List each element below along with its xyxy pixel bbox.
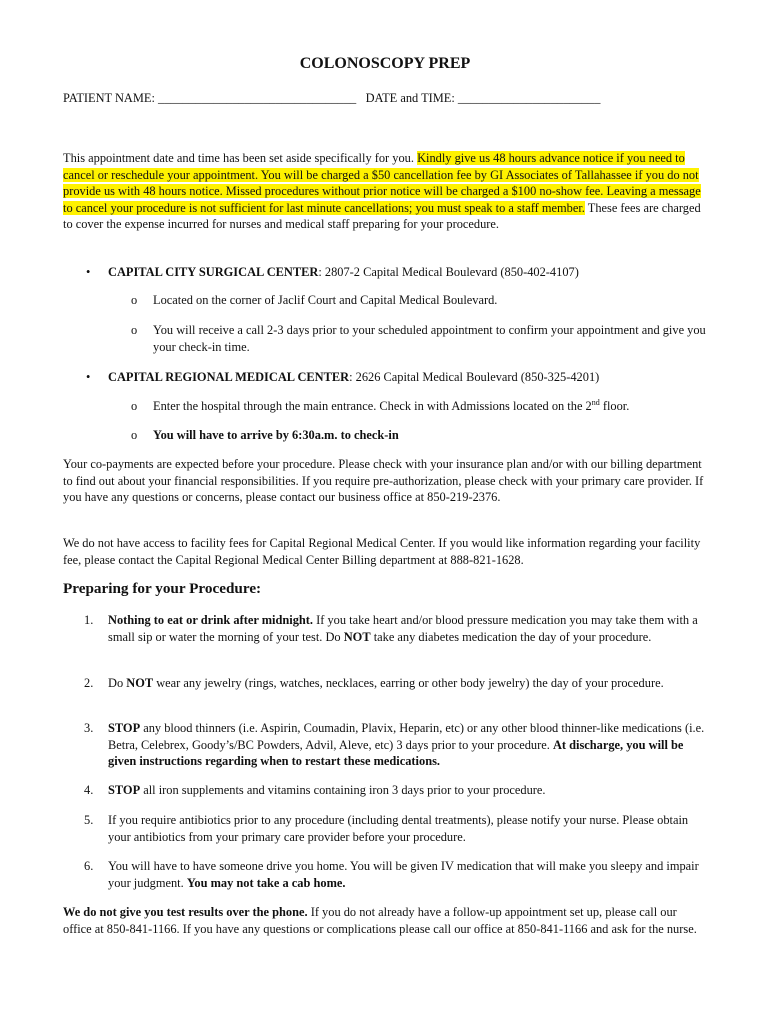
patient-fields (63, 90, 600, 107)
list-item (84, 612, 706, 645)
bullet-icon: • (86, 265, 91, 279)
sub-item-text-end: floor. (599, 399, 630, 413)
page-title: COLONOSCOPY PREP (299, 55, 471, 72)
step-text: If you take heart and/or blood pressure medication you may take them with a small sip or water the morning of your test. Do (108, 613, 698, 644)
intro-text: This appointment date and time has been set aside specifically for you. (63, 151, 418, 165)
intro-paragraph (63, 150, 711, 233)
step-text: You will have to have someone drive you home. You will be given IV medication that will make you sleepy and impair your judgment. (108, 859, 699, 890)
cancellation-policy-highlight: Kindly give us 48 hours advance notice if you need to cancel or reschedule your appointment. You will be charged a $50 cancellation fee by GI Associates of Tallahassee if you do not provide us with 48 hours notice. Missed procedures without prior notice will be charged a $100 no-show fee. Leaving a message to cancel your procedure is not sufficient for last minute cancellations; you must speak to a staff member. (63, 151, 701, 215)
step-text: Do (108, 676, 127, 690)
step-bold: NOT (126, 676, 154, 690)
sub-item-text: Enter the hospital through the main entrance. Check in with Admissions located on the 2 (153, 399, 592, 413)
sub-item (131, 397, 713, 415)
list-number: 5. (84, 813, 94, 827)
section-heading: Preparing for your Procedure: (63, 580, 262, 597)
list-number: 1. (84, 613, 94, 627)
intro-text-end: These fees are charged to cover the expense incurred for nurses and medical staff preparing for your procedure. (63, 200, 701, 232)
circle-bullet-icon: o (131, 293, 138, 307)
closing-paragraph (63, 904, 703, 937)
sub-item-text: You will receive a call 2-3 days prior to your scheduled appointment to confirm your appointment and give you your check-in time. (153, 323, 706, 354)
list-number: 4. (84, 783, 94, 797)
circle-bullet-icon: o (131, 323, 138, 337)
step-text: any blood thinners (i.e. Aspirin, Coumadin, Plavix, Heparin, etc) or any other blood thinner-like medications (i.e. Betra, Celebrex, Goody’s/BC Powders, Advil, Aleve, etc) 3 days prior to your procedure. (108, 721, 705, 752)
step-text: all iron supplements and vitamins containing iron 3 days prior to your procedure. (140, 783, 546, 797)
step-bold: STOP (108, 783, 141, 797)
location-capital-regional (86, 369, 718, 386)
location-name: CAPITAL CITY SURGICAL CENTER (108, 265, 319, 279)
list-item (84, 812, 706, 845)
ordinal-suffix: nd (591, 397, 600, 407)
list-item (84, 720, 706, 770)
step-text-2: wear any jewelry (rings, watches, necklaces, earring or other body jewelry) the day of your procedure. (153, 676, 664, 690)
step-bold-2: At discharge, you will be given instructions regarding when to restart these medications. (108, 737, 684, 769)
sub-item (131, 427, 713, 444)
list-number: 2. (84, 676, 94, 690)
location-capital-city (86, 264, 718, 281)
bullet-icon: • (86, 370, 91, 384)
patient-name-field: PATIENT NAME: ________________________________ (63, 91, 357, 105)
location-name: CAPITAL REGIONAL MEDICAL CENTER (108, 370, 350, 384)
sub-item (131, 292, 713, 309)
location-detail: : 2807-2 Capital Medical Boulevard (850-402-4107) (318, 265, 579, 279)
step-bold: STOP (108, 721, 141, 735)
copay-paragraph: Your co-payments are expected before your procedure. Please check with your insurance plan and/or with our billing department to find out about your financial responsibilities. If you require pre-authorization, please check with your primary care provider. If you have any questions or concerns, please contact our business office at 850-219-2376. (63, 457, 704, 505)
step-bold-2: NOT (343, 629, 371, 644)
step-bold: Nothing to eat or drink after midnight. (108, 613, 314, 627)
list-item (84, 782, 706, 799)
sub-item (131, 322, 713, 355)
list-item (84, 675, 706, 692)
circle-bullet-icon: o (131, 399, 138, 413)
facility-fee-paragraph: We do not have access to facility fees for Capital Regional Medical Center. If you would like information regarding your facility fee, please contact the Capital Regional Medical Center Billing department at 888-821-1628. (63, 536, 701, 567)
location-detail: : 2626 Capital Medical Boulevard (850-325-4201) (349, 370, 600, 384)
closing-bold: We do not give you test results over the phone. (63, 905, 308, 919)
list-number: 6. (84, 859, 94, 873)
closing-text: If you do not already have a follow-up appointment set up, please call our office at 850-841-1166. If you have any questions or complications please call our office at 850-841-1166 and ask for the nurse. (63, 905, 697, 936)
circle-bullet-icon: o (131, 428, 138, 442)
arrival-time-note: You will have to arrive by 6:30a.m. to check-in (153, 428, 399, 442)
step-text-2: take any diabetes medication the day of your procedure. (370, 629, 652, 644)
date-time-field: DATE and TIME: _______________________ (365, 91, 601, 105)
list-item (84, 858, 706, 891)
list-number: 3. (84, 721, 94, 735)
step-text: If you require antibiotics prior to any procedure (including dental treatments), please notify your nurse. Please obtain your antibiotics from your primary care provider before your procedure. (108, 813, 689, 844)
step-bold: You may not take a cab home. (186, 875, 346, 890)
sub-item-text: Located on the corner of Jaclif Court and Capital Medical Boulevard. (153, 293, 498, 307)
